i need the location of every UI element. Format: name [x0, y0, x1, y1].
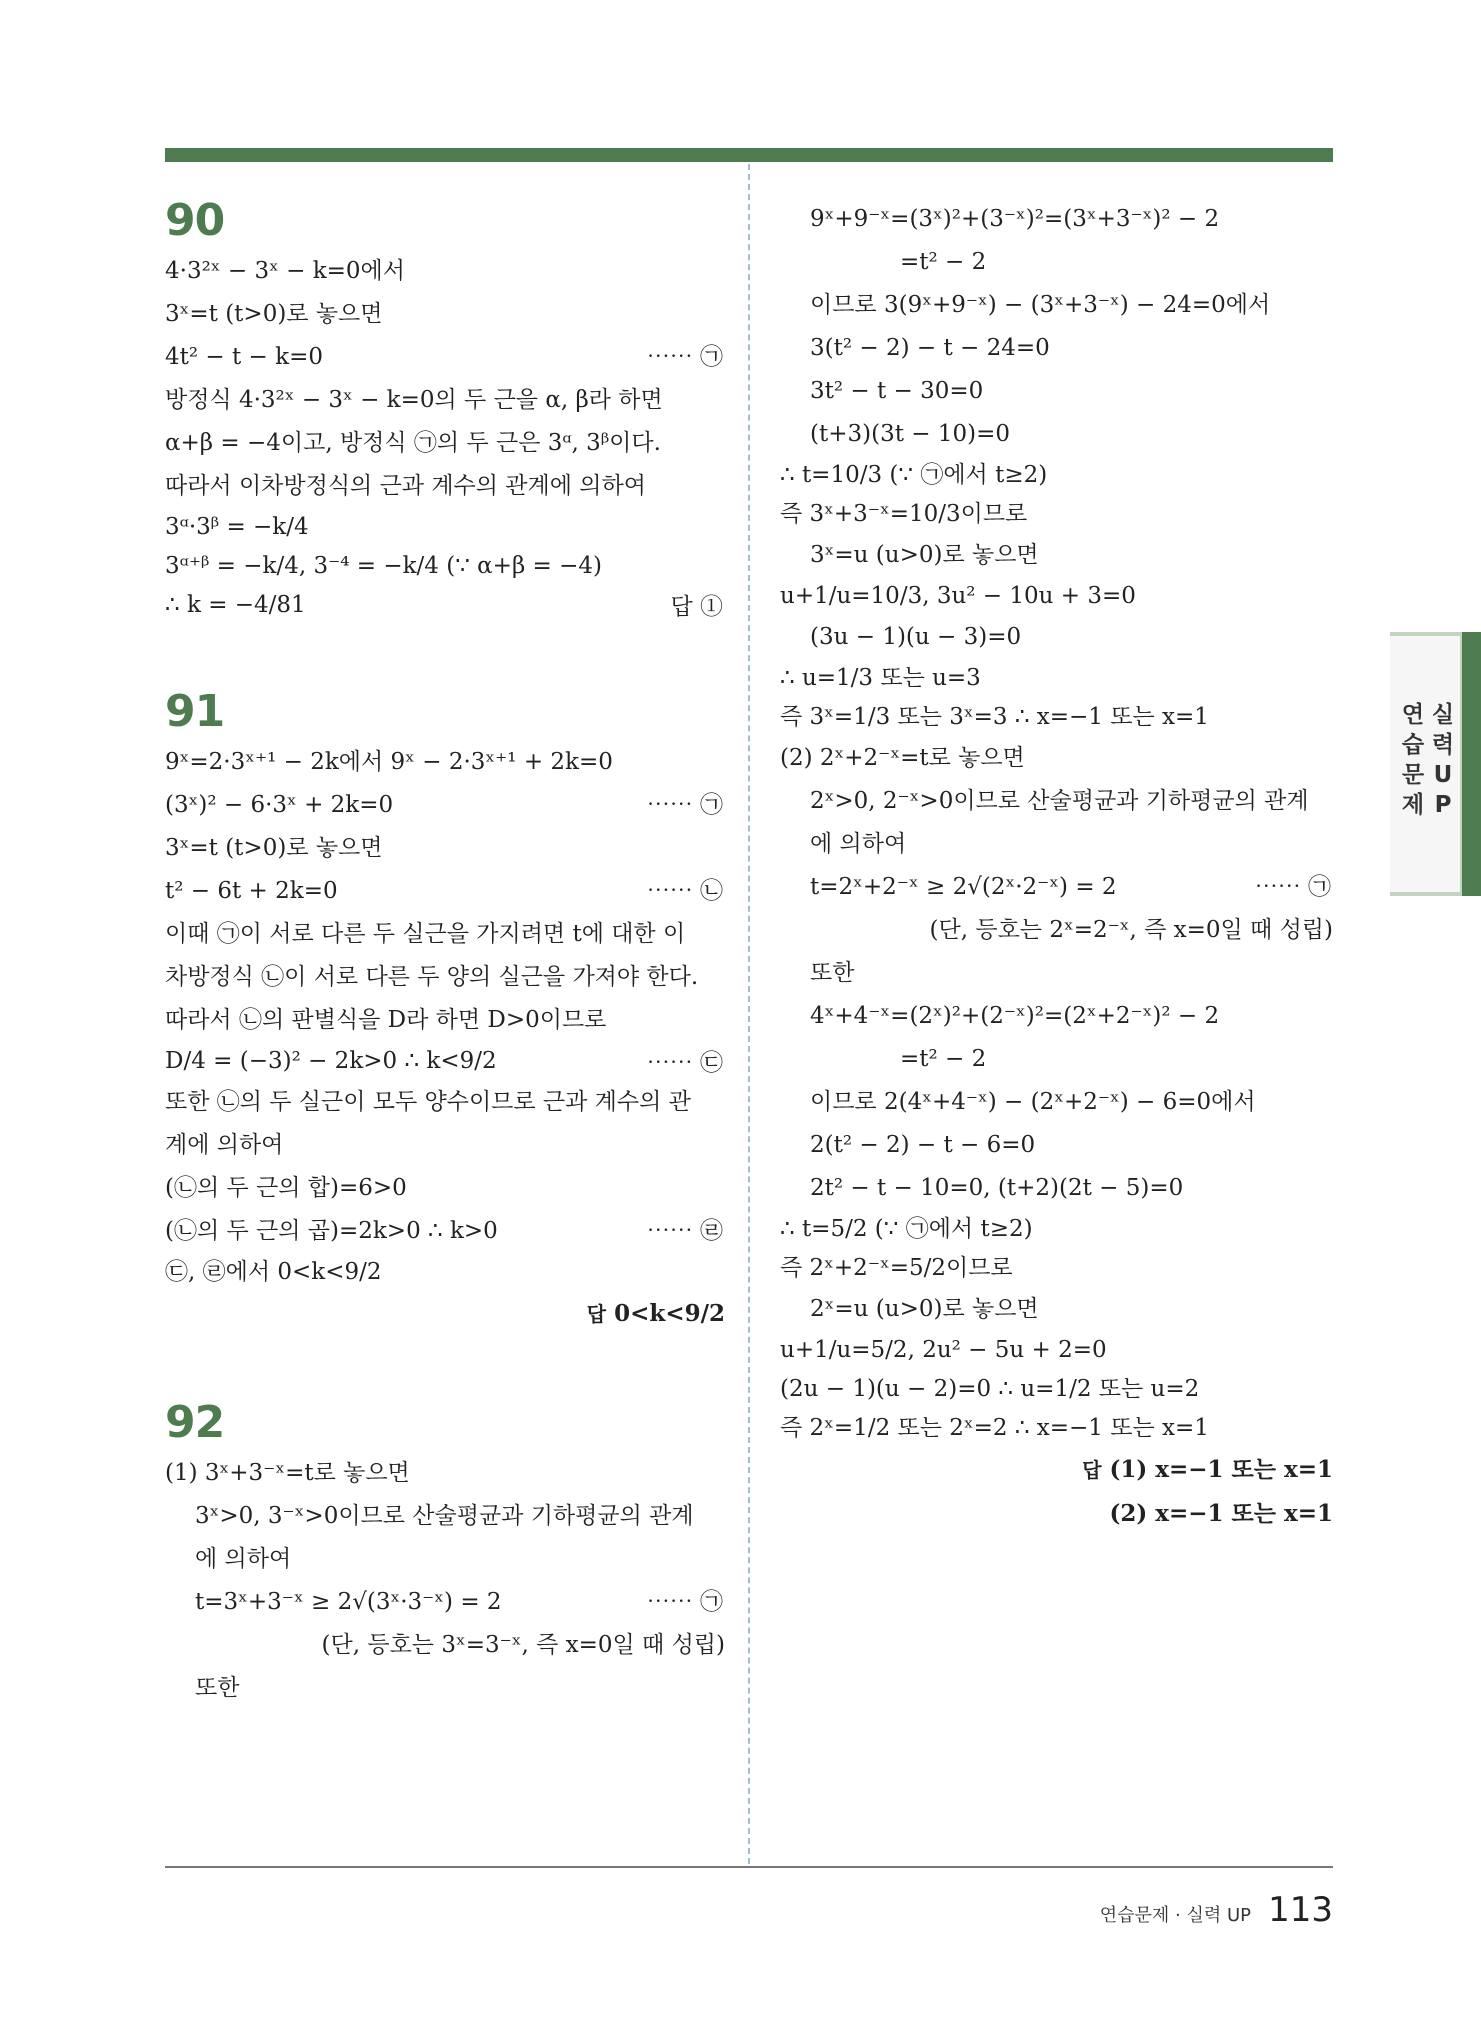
solution-line	[165, 250, 725, 293]
solution-line	[165, 956, 725, 999]
solution-text: 2ˣ=u (u>0)로 놓으면	[810, 1296, 1039, 1322]
left-column	[165, 192, 725, 1710]
solution-text: (1) 3ˣ+3⁻ˣ=t로 놓으면	[165, 1460, 410, 1486]
solution-text: =t² − 2	[900, 1046, 987, 1072]
solution-line	[165, 1581, 725, 1624]
solution-line	[780, 327, 1333, 370]
solution-line	[165, 422, 725, 465]
solution-text: 또한 ㉡의 두 실근이 모두 양수이므로 근과 계수의 관	[165, 1089, 691, 1115]
solution-text: 3ᵅ·3ᵝ = −k/4	[165, 514, 309, 540]
solution-text: 3(t² − 2) − t − 24=0	[810, 335, 1050, 361]
side-tab-bar	[1462, 632, 1481, 896]
solution-line	[165, 999, 725, 1042]
solution-text: 4·3²ˣ − 3ˣ − k=0에서	[165, 258, 405, 284]
solution-text: (2) 2ˣ+2⁻ˣ=t로 놓으면	[780, 745, 1025, 771]
solution-text: 4ˣ+4⁻ˣ=(2ˣ)²+(2⁻ˣ)²=(2ˣ+2⁻ˣ)² − 2	[810, 1003, 1220, 1029]
problem-number: 92	[165, 1397, 225, 1448]
solution-text: 3ˣ=t (t>0)로 놓으면	[165, 301, 383, 327]
solution-line	[780, 659, 1333, 698]
answer-text: (2) x=−1 또는 x=1	[1109, 1500, 1333, 1527]
side-tab-char: 습	[1401, 732, 1425, 758]
solution-line	[165, 1124, 725, 1167]
answer-line	[780, 1448, 1333, 1492]
solution-line	[780, 1038, 1333, 1081]
problem-number: 91	[165, 686, 225, 737]
solution-line	[165, 508, 725, 547]
solution-line	[165, 1667, 725, 1710]
solution-line	[165, 913, 725, 956]
solution-text: 4t² − t − k=0	[165, 344, 323, 370]
solution-line	[165, 1167, 725, 1210]
solution-line	[780, 495, 1333, 534]
solution-line	[165, 336, 725, 379]
side-tab-col-1	[1398, 700, 1428, 820]
side-tab-char: 실	[1431, 702, 1455, 728]
solution-line	[780, 1288, 1333, 1331]
solution-text: 방정식 4·3²ˣ − 3ˣ − k=0의 두 근을 α, β라 하면	[165, 387, 663, 413]
solution-line	[780, 1124, 1333, 1167]
answer-text: 0<k<9/2	[614, 1300, 725, 1327]
solution-line	[165, 293, 725, 336]
solution-line	[165, 379, 725, 422]
solution-line	[165, 827, 725, 870]
answer-label: 답	[586, 1302, 607, 1326]
equation-tag: 답 ①	[670, 594, 723, 620]
solution-line	[780, 1370, 1333, 1409]
solution-line	[780, 370, 1333, 413]
footer-section-label: 연습문제 · 실력 UP	[1099, 1905, 1251, 1926]
equation-tag: ⋯⋯ ㉠	[646, 1589, 723, 1615]
solution-text: ∴ t=10/3 (∵ ㉠에서 t≥2)	[780, 462, 1048, 488]
problem-number: 90	[165, 195, 225, 246]
solution-text: 2ˣ>0, 2⁻ˣ>0이므로 산술평균과 기하평균의 관계	[810, 788, 1309, 814]
solution-text: 2(t² − 2) − t − 6=0	[810, 1132, 1036, 1158]
solution-text: 따라서 ㉡의 판별식을 D라 하면 D>0이므로	[165, 1007, 607, 1033]
solution-text: 이때 ㉠이 서로 다른 두 실근을 가지려면 t에 대한 이	[165, 921, 686, 947]
solution-text: (㉡의 두 근의 곱)=2k>0 ∴ k>0	[165, 1218, 498, 1244]
page-footer	[1100, 1890, 1333, 1930]
side-tab-label	[1398, 700, 1462, 820]
solution-line	[780, 241, 1333, 284]
solution-text: (㉡의 두 근의 합)=6>0	[165, 1175, 407, 1201]
top-rule	[165, 148, 1333, 162]
solution-text: u+1/u=10/3, 3u² − 10u + 3=0	[780, 583, 1136, 609]
solution-line	[780, 1249, 1333, 1288]
solution-line	[165, 741, 725, 784]
solution-text: 따라서 이차방정식의 근과 계수의 관계에 의하여	[165, 473, 646, 499]
solution-text: 즉 2ˣ+2⁻ˣ=5/2이므로	[780, 1255, 1013, 1281]
solution-text: 9ˣ=2·3ˣ⁺¹ − 2k에서 9ˣ − 2·3ˣ⁺¹ + 2k=0	[165, 749, 613, 775]
side-tab-char: 력	[1431, 732, 1455, 758]
side-tab-col-2	[1428, 700, 1458, 820]
solution-line	[780, 577, 1333, 616]
solution-line	[780, 698, 1333, 737]
solution-line	[780, 952, 1333, 995]
answer-label: 답	[1082, 1458, 1102, 1482]
solution-text: ∴ k = −4/81	[165, 592, 306, 618]
side-tab-char: 문	[1401, 762, 1425, 788]
solution-text: 3ˣ=u (u>0)로 놓으면	[810, 542, 1039, 568]
solution-text: 또한	[195, 1675, 240, 1701]
solution-line	[780, 1331, 1333, 1370]
side-tab-char: 제	[1401, 792, 1425, 818]
solution-line	[780, 1167, 1333, 1210]
solution-line	[165, 870, 725, 913]
bottom-rule	[165, 1866, 1333, 1868]
solution-text: 3ˣ>0, 3⁻ˣ>0이므로 산술평균과 기하평균의 관계	[195, 1503, 694, 1529]
solution-text: 3ᵅ⁺ᵝ = −k/4, 3⁻⁴ = −k/4 (∵ α+β = −4)	[165, 553, 603, 579]
equation-tag: ⋯⋯ ㉣	[646, 1218, 723, 1244]
solution-text: 즉 3ˣ=1/3 또는 3ˣ=3 ∴ x=−1 또는 x=1	[780, 704, 1209, 730]
side-tab-char: P	[1434, 792, 1452, 818]
solution-text: α+β = −4이고, 방정식 ㉠의 두 근은 3ᵅ, 3ᵝ이다.	[165, 430, 661, 456]
solution-text: ∴ u=1/3 또는 u=3	[780, 665, 981, 691]
solution-line	[165, 547, 725, 586]
solution-line	[165, 784, 725, 827]
solution-line	[165, 1042, 725, 1081]
answer-line	[165, 1292, 725, 1336]
solution-line	[780, 1210, 1333, 1249]
answer-line	[780, 1492, 1333, 1536]
solution-text: D/4 = (−3)² − 2k>0 ∴ k<9/2	[165, 1048, 497, 1074]
solution-text: 9ˣ+9⁻ˣ=(3ˣ)²+(3⁻ˣ)²=(3ˣ+3⁻ˣ)² − 2	[810, 206, 1220, 232]
solution-text: (3ˣ)² − 6·3ˣ + 2k=0	[165, 792, 394, 818]
solution-line	[780, 413, 1333, 456]
solution-text: (단, 등호는 2ˣ=2⁻ˣ, 즉 x=0일 때 성립)	[929, 917, 1333, 943]
solution-text: 이므로 2(4ˣ+4⁻ˣ) − (2ˣ+2⁻ˣ) − 6=0에서	[810, 1089, 1256, 1115]
solution-text: 차방정식 ㉡이 서로 다른 두 양의 실근을 가져야 한다.	[165, 964, 699, 990]
solution-line	[780, 995, 1333, 1038]
equation-tag: ⋯⋯ ㉢	[646, 1050, 723, 1076]
solution-line	[780, 284, 1333, 327]
solution-text: 계에 의하여	[165, 1132, 284, 1158]
solution-text: (3u − 1)(u − 3)=0	[810, 624, 1022, 650]
solution-line	[780, 616, 1333, 659]
solution-text: t=3ˣ+3⁻ˣ ≥ 2√(3ˣ·3⁻ˣ) = 2	[195, 1589, 502, 1615]
solution-line	[780, 198, 1333, 241]
page-number: 113	[1268, 1890, 1333, 1930]
solution-text: u+1/u=5/2, 2u² − 5u + 2=0	[780, 1337, 1107, 1363]
equation-tag: ⋯⋯ ㉡	[646, 878, 723, 904]
solution-text: 이므로 3(9ˣ+9⁻ˣ) − (3ˣ+3⁻ˣ) − 24=0에서	[810, 292, 1271, 318]
solution-text: 즉 2ˣ=1/2 또는 2ˣ=2 ∴ x=−1 또는 x=1	[780, 1415, 1209, 1441]
solution-text: (t+3)(3t − 10)=0	[810, 421, 1010, 447]
solution-text: 3t² − t − 30=0	[810, 378, 984, 404]
side-tab-char: 연	[1401, 702, 1425, 728]
equation-tag: ⋯⋯ ㉠	[1254, 874, 1331, 900]
solution-text: 2t² − t − 10=0, (t+2)(2t − 5)=0	[810, 1175, 1184, 1201]
solution-line	[780, 1409, 1333, 1448]
right-column	[780, 198, 1333, 1536]
equation-tag: ⋯⋯ ㉠	[646, 792, 723, 818]
section-gap	[165, 625, 725, 683]
solution-line	[165, 1210, 725, 1253]
section-gap	[165, 1336, 725, 1394]
solution-line	[780, 737, 1333, 780]
solution-text: (2u − 1)(u − 2)=0 ∴ u=1/2 또는 u=2	[780, 1376, 1200, 1402]
solution-line	[165, 1081, 725, 1124]
solution-text: t=2ˣ+2⁻ˣ ≥ 2√(2ˣ·2⁻ˣ) = 2	[810, 874, 1117, 900]
solution-text: 3ˣ=t (t>0)로 놓으면	[165, 835, 383, 861]
solution-line	[165, 1538, 725, 1581]
answer-text: (1) x=−1 또는 x=1	[1109, 1456, 1333, 1483]
solution-line	[780, 780, 1333, 823]
solution-line	[165, 1253, 725, 1292]
solution-text: =t² − 2	[900, 249, 987, 275]
solution-line	[780, 534, 1333, 577]
solution-line	[780, 456, 1333, 495]
solution-line	[165, 1495, 725, 1538]
side-tab-char: U	[1433, 762, 1453, 788]
solution-text: 즉 3ˣ+3⁻ˣ=10/3이므로	[780, 501, 1028, 527]
solution-line	[165, 586, 725, 625]
equation-tag: ⋯⋯ ㉠	[646, 344, 723, 370]
solution-text: 에 의하여	[810, 831, 907, 857]
solution-line	[780, 823, 1333, 866]
solution-text: ∴ t=5/2 (∵ ㉠에서 t≥2)	[780, 1216, 1033, 1242]
solution-line	[165, 1452, 725, 1495]
solution-text: 에 의하여	[195, 1546, 292, 1572]
solution-line	[165, 1624, 725, 1667]
solution-line	[780, 909, 1333, 952]
solution-text: ㉢, ㉣에서 0<k<9/2	[165, 1259, 382, 1285]
solution-text: 또한	[810, 960, 855, 986]
solution-text: t² − 6t + 2k=0	[165, 878, 338, 904]
solution-line	[780, 866, 1333, 909]
column-divider	[748, 164, 750, 1864]
solution-line	[780, 1081, 1333, 1124]
solution-text: (단, 등호는 3ˣ=3⁻ˣ, 즉 x=0일 때 성립)	[321, 1632, 725, 1658]
solution-line	[165, 465, 725, 508]
